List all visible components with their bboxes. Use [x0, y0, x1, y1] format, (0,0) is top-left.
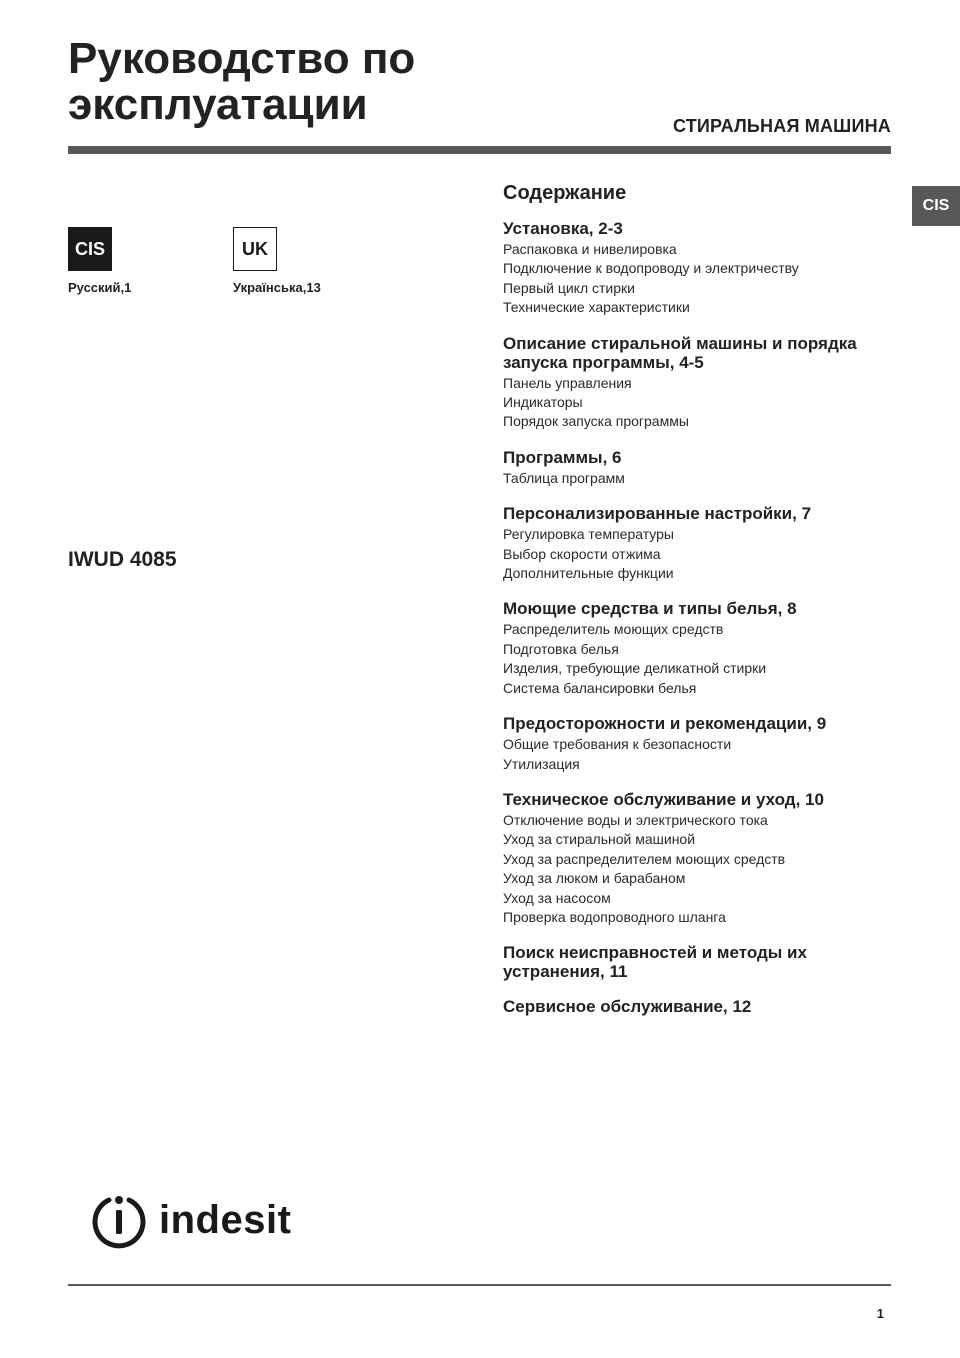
toc-item: Регулировка температуры — [503, 526, 674, 543]
table-of-contents — [503, 182, 893, 1032]
toc-item: Таблица программ — [503, 469, 625, 486]
toc-section-programs — [503, 448, 893, 488]
document-subtitle: СТИРАЛЬНАЯ МАШИНА — [672, 116, 891, 136]
toc-section-title: Установка, 2-3 — [503, 219, 623, 238]
toc-section-title: Моющие средства и типы белья, 8 — [503, 599, 797, 619]
language-label-cis: Русский,1 — [68, 280, 132, 295]
toc-section-installation — [503, 219, 893, 318]
brand-logo — [89, 1190, 291, 1250]
toc-section-title: Программы, 6 — [503, 447, 622, 467]
toc-item: Система балансировки белья — [503, 679, 697, 696]
toc-heading: Содержание — [503, 182, 627, 204]
toc-item: Распределитель моющих средств — [503, 621, 724, 638]
toc-section-detergents — [503, 599, 893, 698]
language-entry-cis — [68, 227, 228, 295]
toc-item: Отключение воды и электрического тока — [503, 811, 768, 828]
model-number: IWUD 4085 — [68, 548, 177, 571]
toc-section-personalization — [503, 504, 893, 583]
toc-section-title: Сервисное обслуживание, 12 — [503, 997, 752, 1017]
language-side-tab: CIS — [912, 186, 960, 226]
toc-section-troubleshooting — [503, 943, 893, 981]
toc-item: Дополнительные функции — [503, 565, 674, 582]
toc-section-title: Описание стиральной машины и порядка запуска программы, 4-5 — [503, 333, 857, 372]
toc-item: Индикаторы — [503, 394, 583, 411]
toc-section-title: Поиск неисправностей и методы их устранения, 11 — [503, 943, 807, 982]
title-line-1: Руководство по — [68, 34, 416, 83]
language-label-uk: Українська,13 — [233, 280, 321, 295]
title-line-2: эксплуатации — [68, 80, 368, 129]
toc-item: Проверка водопроводного шланга — [503, 908, 726, 925]
toc-item: Уход за насосом — [503, 889, 611, 906]
toc-item: Технические характеристики — [503, 299, 690, 316]
toc-section-maintenance — [503, 790, 893, 927]
language-entry-uk — [233, 227, 393, 295]
toc-item: Выбор скорости отжима — [503, 545, 661, 562]
indesit-logo-icon — [89, 1190, 149, 1250]
toc-section-description — [503, 334, 893, 432]
page-number: 1 — [876, 1306, 884, 1321]
toc-section-title: Техническое обслуживание и уход, 10 — [503, 789, 824, 809]
toc-item: Панель управления — [503, 374, 632, 391]
toc-item: Изделия, требующие деликатной стирки — [503, 660, 767, 677]
toc-section-title: Персонализированные настройки, 7 — [503, 504, 812, 524]
toc-section-service — [503, 997, 893, 1016]
brand-name: indesit — [159, 1197, 292, 1242]
toc-item: Уход за стиральной машиной — [503, 831, 696, 848]
toc-item: Порядок запуска программы — [503, 413, 689, 430]
header-divider — [68, 146, 891, 154]
toc-section-title: Предосторожности и рекомендации, 9 — [503, 714, 827, 734]
language-badge-cis: CIS — [68, 227, 112, 271]
toc-item: Подключение к водопроводу и электричеству — [503, 260, 799, 277]
toc-item: Первый цикл стирки — [503, 279, 635, 296]
toc-item: Общие требования к безопасности — [503, 736, 732, 753]
toc-item: Распаковка и нивелировка — [503, 241, 677, 257]
toc-item: Уход за люком и барабаном — [503, 870, 686, 887]
page-title — [68, 36, 415, 128]
toc-item: Уход за распределителем моющих средств — [503, 850, 786, 867]
toc-item: Подготовка белья — [503, 640, 619, 657]
footer-divider — [68, 1284, 891, 1286]
toc-section-precautions — [503, 714, 893, 774]
toc-item: Утилизация — [503, 755, 580, 772]
language-badge-uk: UK — [233, 227, 277, 271]
